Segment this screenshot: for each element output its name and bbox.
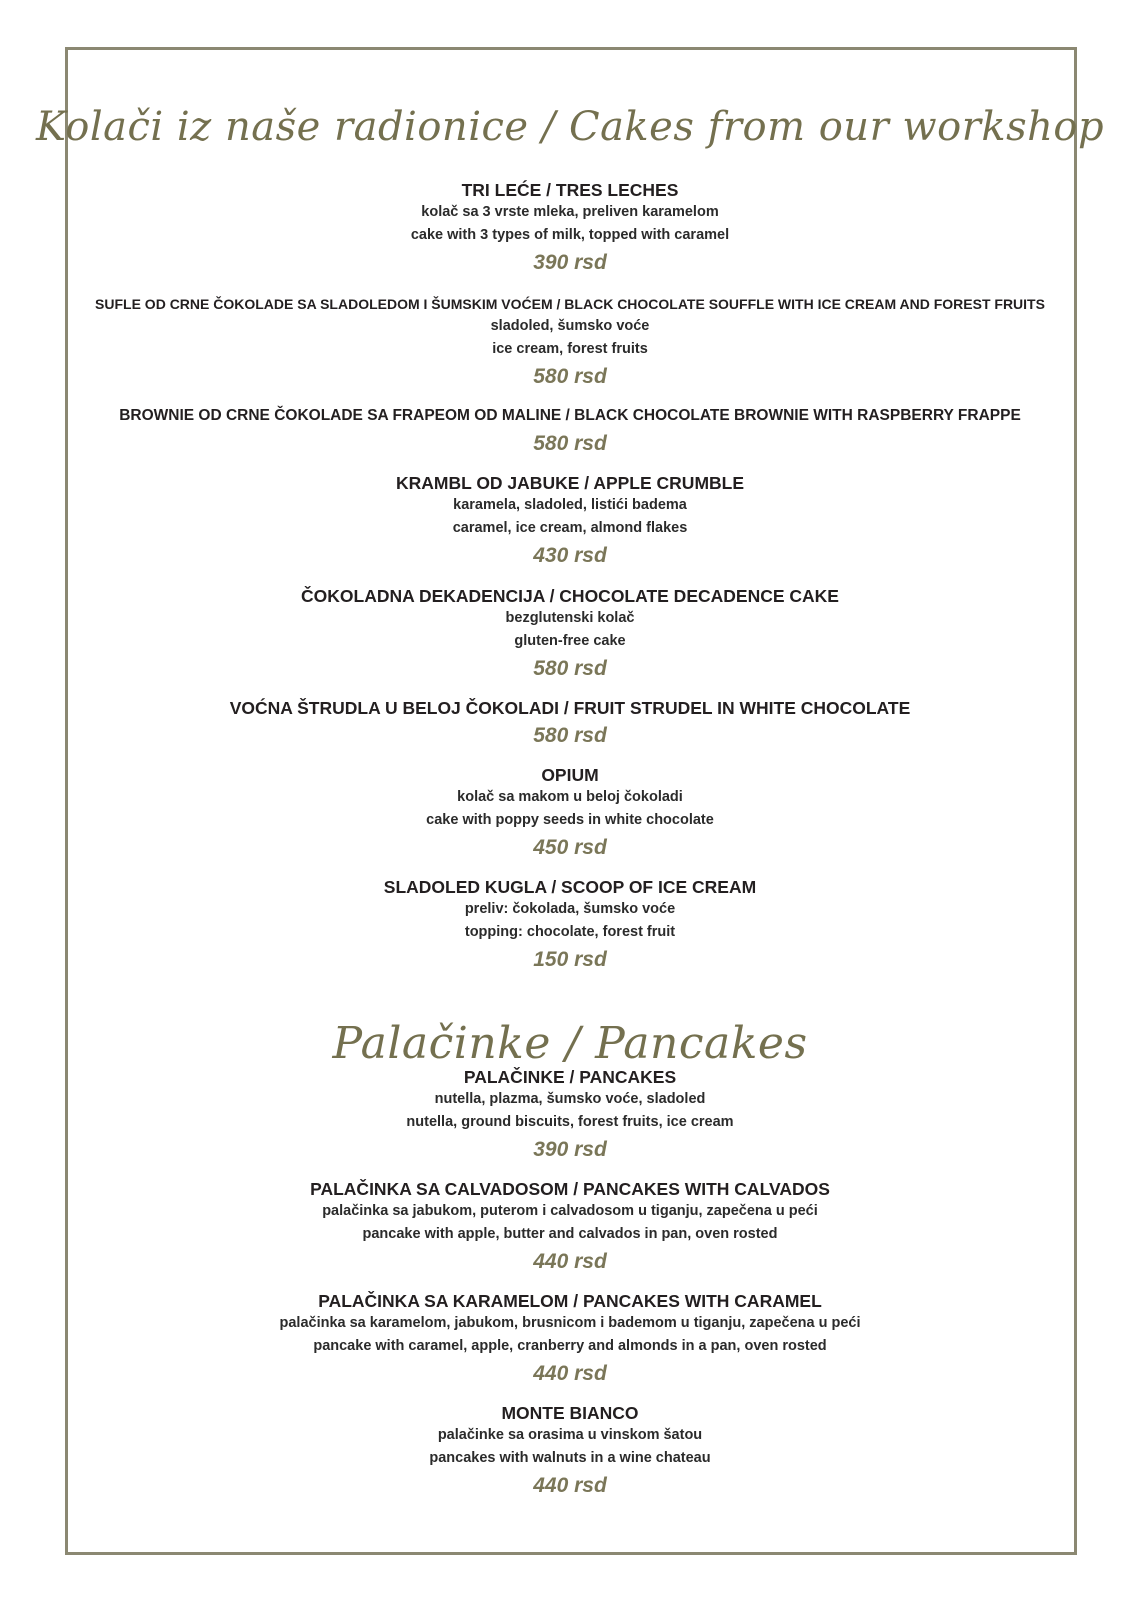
item-description-sr: palačinka sa jabukom, puterom i calvadosom u tiganju, zapečena u peći xyxy=(322,1203,818,1219)
item-description-sr: preliv: čokolada, šumsko voće xyxy=(464,901,676,917)
item-price: 440 rsd xyxy=(533,1250,607,1273)
item-description-en: pancake with caramel, apple, cranberry and almonds in a pan, oven rosted xyxy=(313,1337,827,1354)
menu-item-monte-bianco xyxy=(80,1402,1060,1501)
menu-item-souffle xyxy=(80,293,1060,392)
item-description-en: topping: chocolate, forest fruit xyxy=(464,923,676,940)
section-title-pancakes: Palačinke / Pancakes xyxy=(332,1018,808,1069)
item-description-sr: palačinka sa karamelom, jabukom, brusnicom i bademom u tiganju, zapečena u peći xyxy=(279,1315,861,1331)
item-name: OPIUM xyxy=(541,765,599,785)
item-price: 430 rsd xyxy=(533,544,607,567)
item-description-en: cake with poppy seeds in white chocolate xyxy=(426,811,714,828)
item-description-en: cake with 3 types of milk, topped with caramel xyxy=(410,226,730,243)
item-description-sr: kolač sa 3 vrste mleka, preliven karamelom xyxy=(421,204,719,220)
menu-item-pancakes xyxy=(80,1066,1060,1165)
item-description-sr: karamela, sladoled, listići badema xyxy=(453,497,687,513)
item-description-en: ice cream, forest fruits xyxy=(492,340,648,357)
item-price: 150 rsd xyxy=(533,948,607,971)
item-name: PALAČINKA SA KARAMELOM / PANCAKES WITH CARAMEL xyxy=(318,1291,822,1311)
menu-item-apple-crumble xyxy=(80,472,1060,571)
item-description-en: caramel, ice cream, almond flakes xyxy=(452,519,688,536)
item-name: MONTE BIANCO xyxy=(501,1403,639,1423)
item-name: VOĆNA ŠTRUDLA U BELOJ ČOKOLADI / FRUIT STRUDEL IN WHITE CHOCOLATE xyxy=(229,698,911,718)
menu-item-tres-leches xyxy=(80,179,1060,278)
item-name: PALAČINKE / PANCAKES xyxy=(463,1067,677,1087)
section-title-cakes: Kolači iz naše radionice / Cakes from our workshop xyxy=(35,104,1105,150)
item-description-sr: nutella, plazma, šumsko voće, sladoled xyxy=(434,1091,706,1107)
menu-item-ice-cream-scoop xyxy=(80,876,1060,975)
menu-item-pancake-calvados xyxy=(80,1178,1060,1277)
item-description-sr: sladoled, šumsko voće xyxy=(490,318,650,334)
item-price: 580 rsd xyxy=(533,432,607,455)
item-description-en: nutella, ground biscuits, forest fruits, ice cream xyxy=(406,1113,734,1130)
item-description-en: pancake with apple, butter and calvados in pan, oven rosted xyxy=(362,1225,778,1242)
item-name: ČOKOLADNA DEKADENCIJA / CHOCOLATE DECADENCE CAKE xyxy=(301,586,839,606)
menu-item-brownie xyxy=(80,405,1060,459)
menu-item-chocolate-decadence xyxy=(80,585,1060,684)
item-price: 580 rsd xyxy=(533,657,607,680)
item-description-en: pancakes with walnuts in a wine chateau xyxy=(429,1449,711,1466)
menu-item-pancake-caramel xyxy=(80,1290,1060,1389)
item-description-sr: kolač sa makom u beloj čokoladi xyxy=(457,789,683,805)
menu-item-fruit-strudel xyxy=(80,697,1060,751)
item-price: 580 rsd xyxy=(533,365,607,388)
item-name: BROWNIE OD CRNE ČOKOLADE SA FRAPEOM OD MALINE / BLACK CHOCOLATE BROWNIE WITH RASPBERRY FRAPPE xyxy=(119,407,1021,424)
item-name: KRAMBL OD JABUKE / APPLE CRUMBLE xyxy=(395,473,745,493)
item-price: 440 rsd xyxy=(533,1474,607,1497)
item-price: 580 rsd xyxy=(533,724,607,747)
item-name: SUFLE OD CRNE ČOKOLADE SA SLADOLEDOM I ŠUMSKIM VOĆEM / BLACK CHOCOLATE SOUFFLE WITH ICE CREAM AND FOREST FRUITS xyxy=(95,296,1045,312)
item-name: SLADOLED KUGLA / SCOOP OF ICE CREAM xyxy=(383,877,757,897)
item-price: 440 rsd xyxy=(533,1362,607,1385)
item-description-sr: palačinke sa orasima u vinskom šatou xyxy=(437,1427,703,1443)
item-description-sr: bezglutenski kolač xyxy=(505,610,635,626)
item-description-en: gluten-free cake xyxy=(514,632,626,649)
item-price: 450 rsd xyxy=(533,836,607,859)
item-price: 390 rsd xyxy=(533,251,607,274)
item-name: PALAČINKA SA CALVADOSOM / PANCAKES WITH CALVADOS xyxy=(310,1179,830,1199)
item-price: 390 rsd xyxy=(533,1138,607,1161)
item-name: TRI LEĆE / TRES LECHES xyxy=(461,180,679,200)
menu-item-opium xyxy=(80,764,1060,863)
